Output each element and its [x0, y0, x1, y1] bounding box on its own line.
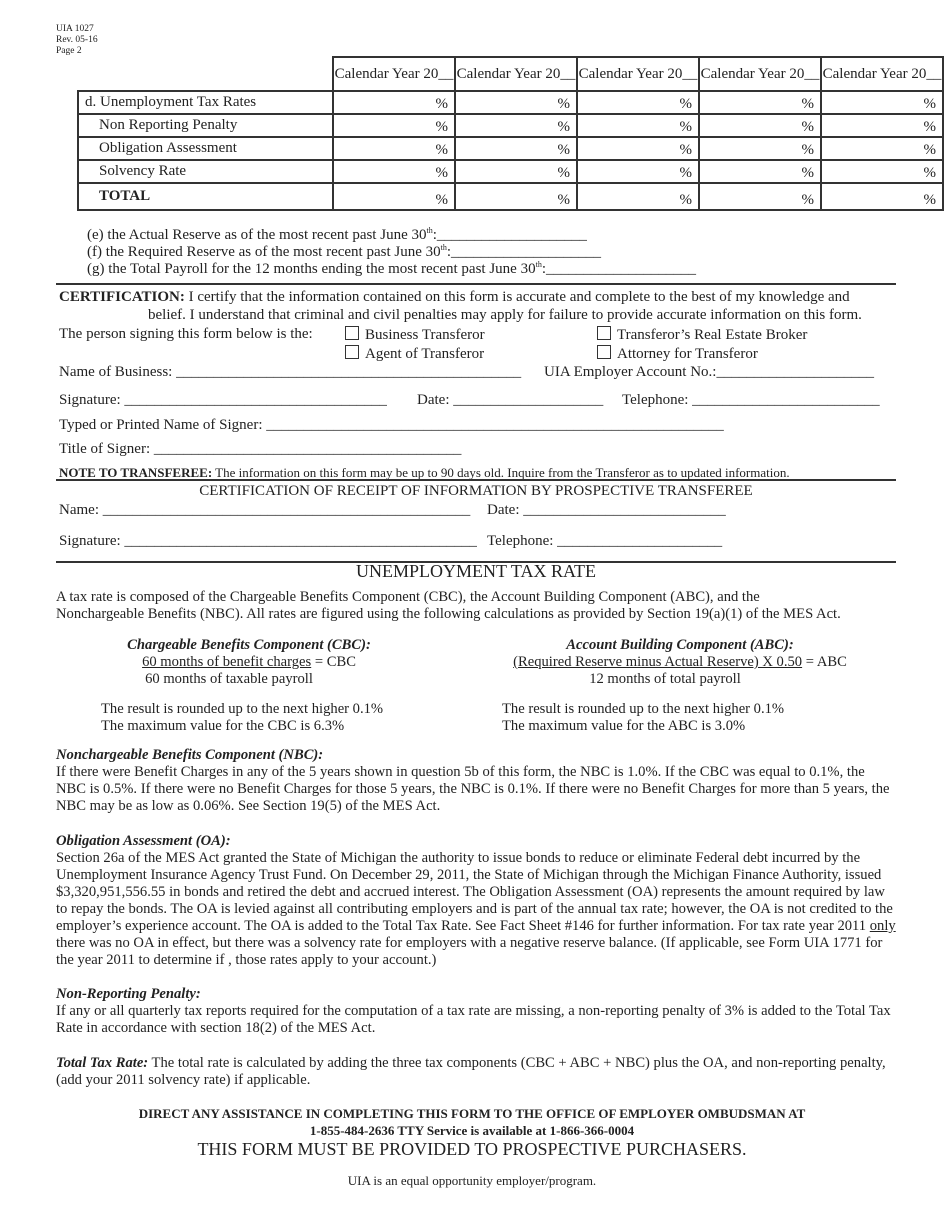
rate-cell[interactable]: % [577, 114, 699, 137]
actual-reserve-field[interactable]: ____________________ [436, 227, 587, 243]
name-of-business-field[interactable]: Name of Business: ______________________________________________ [59, 364, 522, 380]
form-id: UIA 1027 [56, 24, 94, 34]
required-reserve-field[interactable]: ____________________ [451, 244, 602, 260]
note-to-transferee: NOTE TO TRANSFEREE: The information on this form may be up to 90 days old. Inquire from the Transferor as to updated information. [59, 465, 790, 480]
rate-cell[interactable]: % [577, 137, 699, 160]
abc-title: Account Building Component (ABC): [566, 637, 794, 653]
rate-cell[interactable]: % [577, 91, 699, 114]
total-payroll-label: (g) the Total Payroll for the 12 months ending the most recent past June 30 [87, 261, 536, 277]
nbc-section: Nonchargeable Benefits Component (NBC): If there were Benefit Charges in any of the 5 years shown in question 5b of this form, the NBC is 1.0%. If the CBC was equal to 0.1%, the NBC is 0.5%. If there were no Benefit Charges for those 5 years, the NBC is 0.1%. If there were no Benefit Charges for more than 5 years, the NBC may be as low as 0.06%. See Section 19(5) of the MES Act. [56, 747, 898, 815]
table-row [78, 137, 943, 160]
receipt-heading: CERTIFICATION OF RECEIPT OF INFORMATION BY PROSPECTIVE TRANSFEREE [199, 483, 753, 499]
nrp-section: Non-Reporting Penalty: If any or all quarterly tax reports required for the computation of a tax rate are missing, a non-reporting penalty of 3% is added to the Total Tax Rate in accordance with section 18(2) of the MES Act. [56, 986, 898, 1037]
rate-cell[interactable]: % [577, 160, 699, 183]
checkbox[interactable] [345, 345, 359, 359]
column-header: Calendar Year 20__ [577, 57, 699, 91]
tax-rate-intro: A tax rate is composed of the Chargeable Benefits Component (CBC), the Account Building Component (ABC), and the Nonchargeable Benefits (NBC). All rates are figured using the following calculations as provided by Section 19(a)(1) of the MES Act. [56, 589, 841, 622]
rate-cell[interactable]: % [455, 183, 577, 210]
table-row [78, 160, 943, 183]
divider [56, 283, 896, 285]
title-of-signer-field[interactable]: Title of Signer: _________________________________________ [59, 441, 462, 457]
table-row [78, 114, 943, 137]
uia-account-field[interactable]: UIA Employer Account No.:_____________________ [544, 364, 874, 380]
certification-line-2: belief. I understand that criminal and civil penalties may apply for failure to provide accurate information on this form. [148, 307, 862, 323]
rate-cell[interactable]: % [333, 160, 455, 183]
row-label: Solvency Rate [78, 160, 333, 183]
column-header: Calendar Year 20__ [333, 57, 455, 91]
divider [56, 479, 896, 481]
eeo-statement: UIA is an equal opportunity employer/program. [347, 1173, 597, 1188]
oa-title: Obligation Assessment (OA): [56, 833, 231, 849]
checkbox[interactable] [345, 326, 359, 340]
checkbox[interactable] [597, 326, 611, 340]
row-label: Non Reporting Penalty [78, 114, 333, 137]
rate-cell[interactable]: % [577, 183, 699, 210]
rate-cell[interactable]: % [821, 160, 943, 183]
rate-cell[interactable]: % [333, 91, 455, 114]
rate-cell[interactable]: % [699, 160, 821, 183]
rate-cell[interactable]: % [455, 137, 577, 160]
abc-formula: Account Building Component (ABC): (Required Reserve minus Actual Reserve) X 0.50 = ABC 12 months of total payroll [490, 637, 870, 688]
signer-prompt: The person signing this form below is the: [59, 326, 313, 342]
certification-line-1: CERTIFICATION: I certify that the information contained on this form is accurate and complete to the best of my knowledge and [59, 289, 850, 305]
telephone-field[interactable]: Telephone: _________________________ [622, 392, 880, 408]
total-payroll-line: (g) the Total Payroll for the 12 months ending the most recent past June 30th:____________________ [87, 260, 696, 277]
cbc-title: Chargeable Benefits Component (CBC): [127, 637, 371, 653]
tax-rate-heading: UNEMPLOYMENT TAX RATE [356, 561, 596, 581]
column-header: Calendar Year 20__ [455, 57, 577, 91]
required-reserve-line: (f) the Required Reserve as of the most recent past June 30th:____________________ [87, 243, 602, 260]
table-row-total [78, 183, 943, 210]
rate-cell[interactable]: % [455, 160, 577, 183]
checkbox[interactable] [597, 345, 611, 359]
rate-cell[interactable]: % [333, 183, 455, 210]
table-row [78, 91, 943, 114]
rate-cell[interactable]: % [699, 183, 821, 210]
nrp-title: Non-Reporting Penalty: [56, 986, 201, 1002]
column-header: Calendar Year 20__ [699, 57, 821, 91]
option-agent-of-transferor[interactable]: Agent of Transferor [345, 345, 484, 363]
receipt-telephone-field[interactable]: Telephone: ______________________ [487, 533, 723, 549]
option-real-estate-broker[interactable]: Transferor’s Real Estate Broker [597, 326, 807, 344]
cbc-formula: Chargeable Benefits Component (CBC): 60 months of benefit charges = CBC 60 months of taxable payroll [90, 637, 408, 688]
rate-cell[interactable]: % [333, 114, 455, 137]
actual-reserve-line: (e) the Actual Reserve as of the most recent past June 30th:____________________ [87, 226, 587, 243]
ttr-title: Total Tax Rate: [56, 1055, 149, 1071]
actual-reserve-label: (e) the Actual Reserve as of the most recent past June 30 [87, 227, 427, 243]
must-provide-notice: THIS FORM MUST BE PROVIDED TO PROSPECTIVE PURCHASERS. [197, 1139, 747, 1159]
required-reserve-label: (f) the Required Reserve as of the most recent past June 30 [87, 244, 441, 260]
nbc-title: Nonchargeable Benefits Component (NBC): [56, 747, 324, 763]
typed-name-field[interactable]: Typed or Printed Name of Signer: _____________________________________________________________ [59, 417, 724, 433]
rate-cell[interactable]: % [821, 137, 943, 160]
row-label: TOTAL [78, 183, 333, 210]
total-tax-rate-section: Total Tax Rate: The total rate is calculated by adding the three tax components (CBC + ABC + NBC) plus the OA, and non-reporting penalty, (add your 2011 solvency rate) if applicable. [56, 1055, 886, 1088]
form-id-block [56, 24, 98, 57]
rate-cell[interactable]: % [455, 91, 577, 114]
receipt-signature-field[interactable]: Signature: _______________________________________________ [59, 533, 477, 549]
certification-heading: CERTIFICATION: [59, 289, 185, 305]
row-label: d. Unemployment Tax Rates [78, 91, 333, 114]
abc-notes: The result is rounded up to the next higher 0.1% The maximum value for the ABC is 3.0% [502, 701, 785, 734]
cbc-notes: The result is rounded up to the next higher 0.1% The maximum value for the CBC is 6.3% [101, 701, 384, 734]
note-heading: NOTE TO TRANSFEREE: [59, 465, 213, 480]
rate-cell[interactable]: % [699, 91, 821, 114]
rate-cell[interactable]: % [333, 137, 455, 160]
rate-cell[interactable]: % [821, 91, 943, 114]
receipt-date-field[interactable]: Date: ___________________________ [487, 502, 726, 518]
assistance-notice: DIRECT ANY ASSISTANCE IN COMPLETING THIS FORM TO THE OFFICE OF EMPLOYER OMBUDSMAN AT 1-855-484-2636 TTY Service is available at 1-866-366-0004 [138, 1106, 806, 1138]
option-attorney[interactable]: Attorney for Transferor [597, 345, 758, 363]
row-label: Obligation Assessment [78, 137, 333, 160]
tax-rates-table [77, 56, 944, 211]
form-revision: Rev. 05-16 [56, 35, 98, 45]
table-header-row [78, 57, 943, 91]
total-payroll-field[interactable]: ____________________ [546, 261, 696, 277]
date-field[interactable]: Date: ____________________ [417, 392, 604, 408]
oa-section: Obligation Assessment (OA): Section 26a of the MES Act granted the State of Michigan the authority to issue bonds to reduce or eliminate Federal debt incurred by the Unemployment Insurance Agency Trust Fund. On December 29, 2011, the State of Michigan through the Michigan Finance Authority, issued $3,320,951,556.55 in bonds and retired the debt and accrued interest. The Obligation Assessment (OA) represents the amount required by law to repay the bonds. The OA is levied against all contributing employers and is part of the annual tax rate; however, the OA is not credited to the employer’s experience account. The OA is added to the Total Tax Rate. See Fact Sheet #146 for further information. For tax rate year 2011 only there was no OA in effect, but there was a solvency rate for employers with a negative reserve balance. (If applicable, see Form UIA 1771 for the year 2011 to determine if , those rates apply to your account.) [56, 833, 898, 969]
signature-field[interactable]: Signature: ___________________________________ [59, 392, 387, 408]
receipt-name-field[interactable]: Name: _________________________________________________ [59, 502, 471, 518]
option-business-transferor[interactable]: Business Transferor [345, 326, 485, 344]
rate-cell[interactable]: % [821, 183, 943, 210]
column-header: Calendar Year 20__ [821, 57, 943, 91]
page-number: Page 2 [56, 46, 82, 56]
rate-cell[interactable]: % [821, 114, 943, 137]
rate-cell[interactable]: % [699, 114, 821, 137]
rate-cell[interactable]: % [699, 137, 821, 160]
rate-cell[interactable]: % [455, 114, 577, 137]
